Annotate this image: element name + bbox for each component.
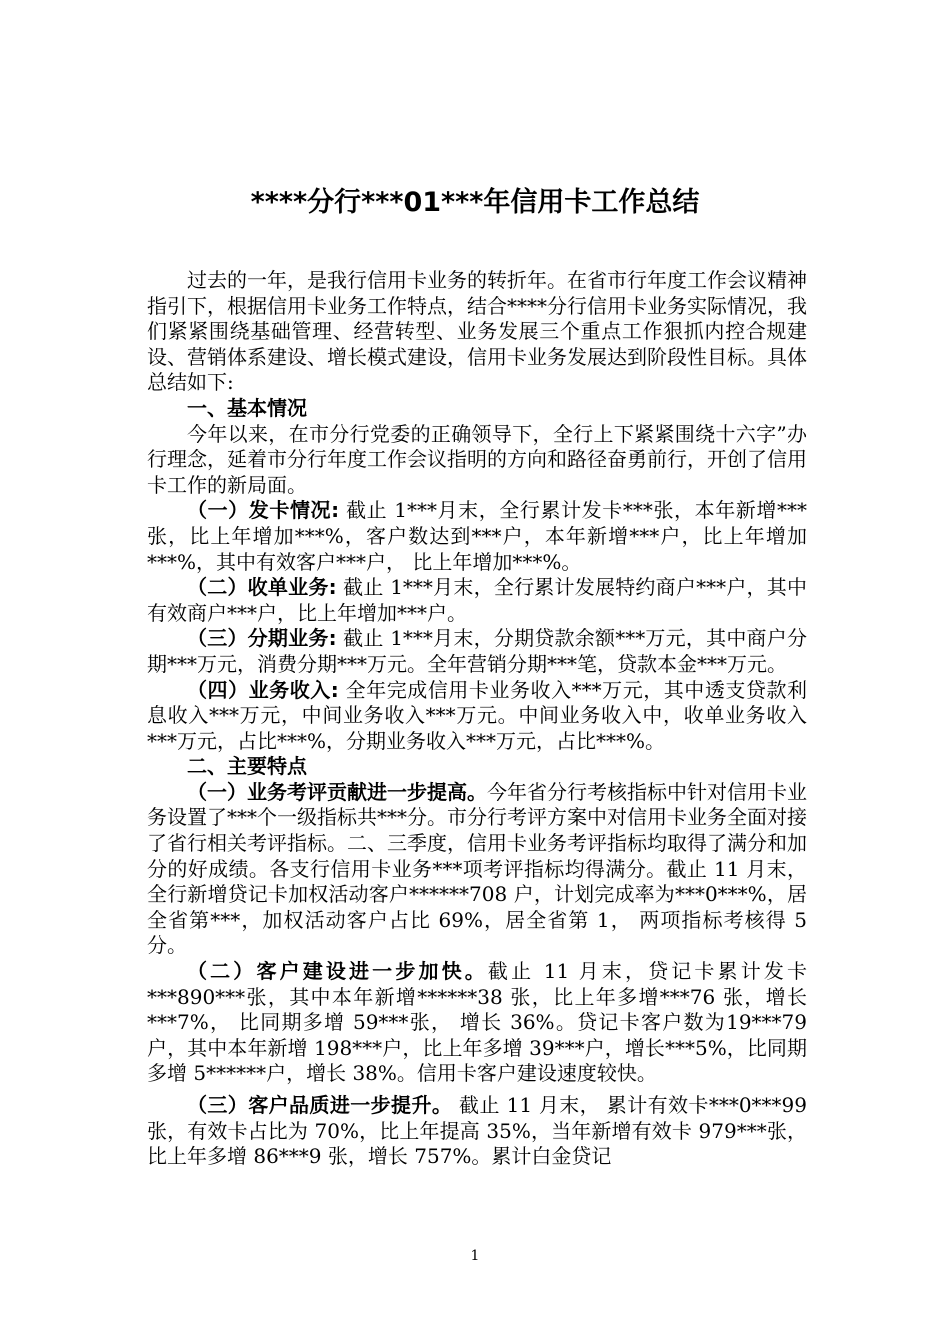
item-label: （二）收单业务: [187,575,337,600]
item-text: 截止 11 月末，贷记卡累计发卡***890***张，其中本年新增******38 张，比上年多增***76 张，增长***7%， 比同期多增 59***张， 增长 36%。贷记卡客户数为19***79 户，其中本年新增 198***户，比上年多增 39***户，增长***5%，比同期多增 5******户，增长 38%。信用卡客户建设速度较快。 [147,959,807,1086]
item-label: （三）客户品质进一步提升。 [187,1093,453,1117]
item-label: （一）业务考评贡献进一步提高。 [187,779,487,804]
page-number: 1 [470,1248,480,1264]
document-title: ****分行***01***年信用卡工作总结 [250,187,700,218]
item-text: 截止 1***月末，全行累计发卡***张，本年新增***张，比上年增加***%，客户数达到***户，本年新增***户，比上年增加***%，其中有效客户***户， 比上年增加***%。 [147,498,807,574]
item-income [147,678,807,755]
item-label: （四）业务收入: [187,677,339,702]
item-label: （二）客户建设进一步加快。 [187,959,488,984]
item-card-issuance [147,498,807,575]
document-body [147,268,807,1170]
section1-lead: 今年以来，在市分行党委的正确领导下，全行上下紧紧围绕十六字”办行理念，延着市分行年度工作会议指明的方向和路径奋勇前行，开创了信用卡工作的新局面。 [147,421,807,497]
section-heading-features: 二、主要特点 [187,754,307,779]
item-installment [147,626,807,677]
item-label: （三）分期业务: [187,626,337,651]
item-text: 截止 1***月末，全行累计发展特约商户***户，其中有效商户***户，比上年增加***户。 [147,575,807,625]
intro-paragraph: 过去的一年，是我行信用卡业务的转折年。在省市行年度工作会议精神指引下，根据信用卡业务工作特点，结合****分行信用卡业务实际情况，我们紧紧围绕基础管理、经营转型、业务发展三个重点工作狠抓内控合规建设、营销体系建设、增长模式建设，信用卡业务发展达到阶段性目标。具体总结如下: [147,268,807,395]
feature-customer-building [147,959,807,1087]
item-text: 今年省分行考核指标中针对信用卡业务设置了***个一级指标共***分。市分行考评方案中对信用卡业务全面对接了省行相关考评指标。二、三季度，信用卡业务考评指标均取得了满分和加分的好成绩。各支行信用卡业务***项考评指标均得满分。截止 11 月末，全行新增贷记卡加权活动客户******708 户，计划完成率为***0***%，居全省第***，加权活动客户占比 69%，居全省第 1， 两项指标考核得 5 分。 [147,779,807,958]
item-text: 全年完成信用卡业务收入***万元，其中透支贷款利息收入***万元，中间业务收入***万元。中间业务收入中，收单业务收入***万元，占比***%，分期业务收入***万元，占比***%。 [147,677,808,753]
feature-customer-quality [147,1093,807,1170]
item-text: 截止 1***月末，分期贷款余额***万元，其中商户分期***万元，消费分期***万元。全年营销分期***笔，贷款本金***万元。 [147,626,807,676]
item-label: （一）发卡情况: [187,498,340,523]
item-text: 截止 11 月末， 累计有效卡***0***99 张，有效卡占比为 70%，比上年提高 35%，当年新增有效卡 979***张，比上年多增 86***9 张，增长 757%。累计白金贷记 [147,1093,808,1169]
section-heading-basic: 一、基本情况 [187,395,307,420]
item-acquiring [147,575,807,626]
feature-assessment [147,780,807,959]
